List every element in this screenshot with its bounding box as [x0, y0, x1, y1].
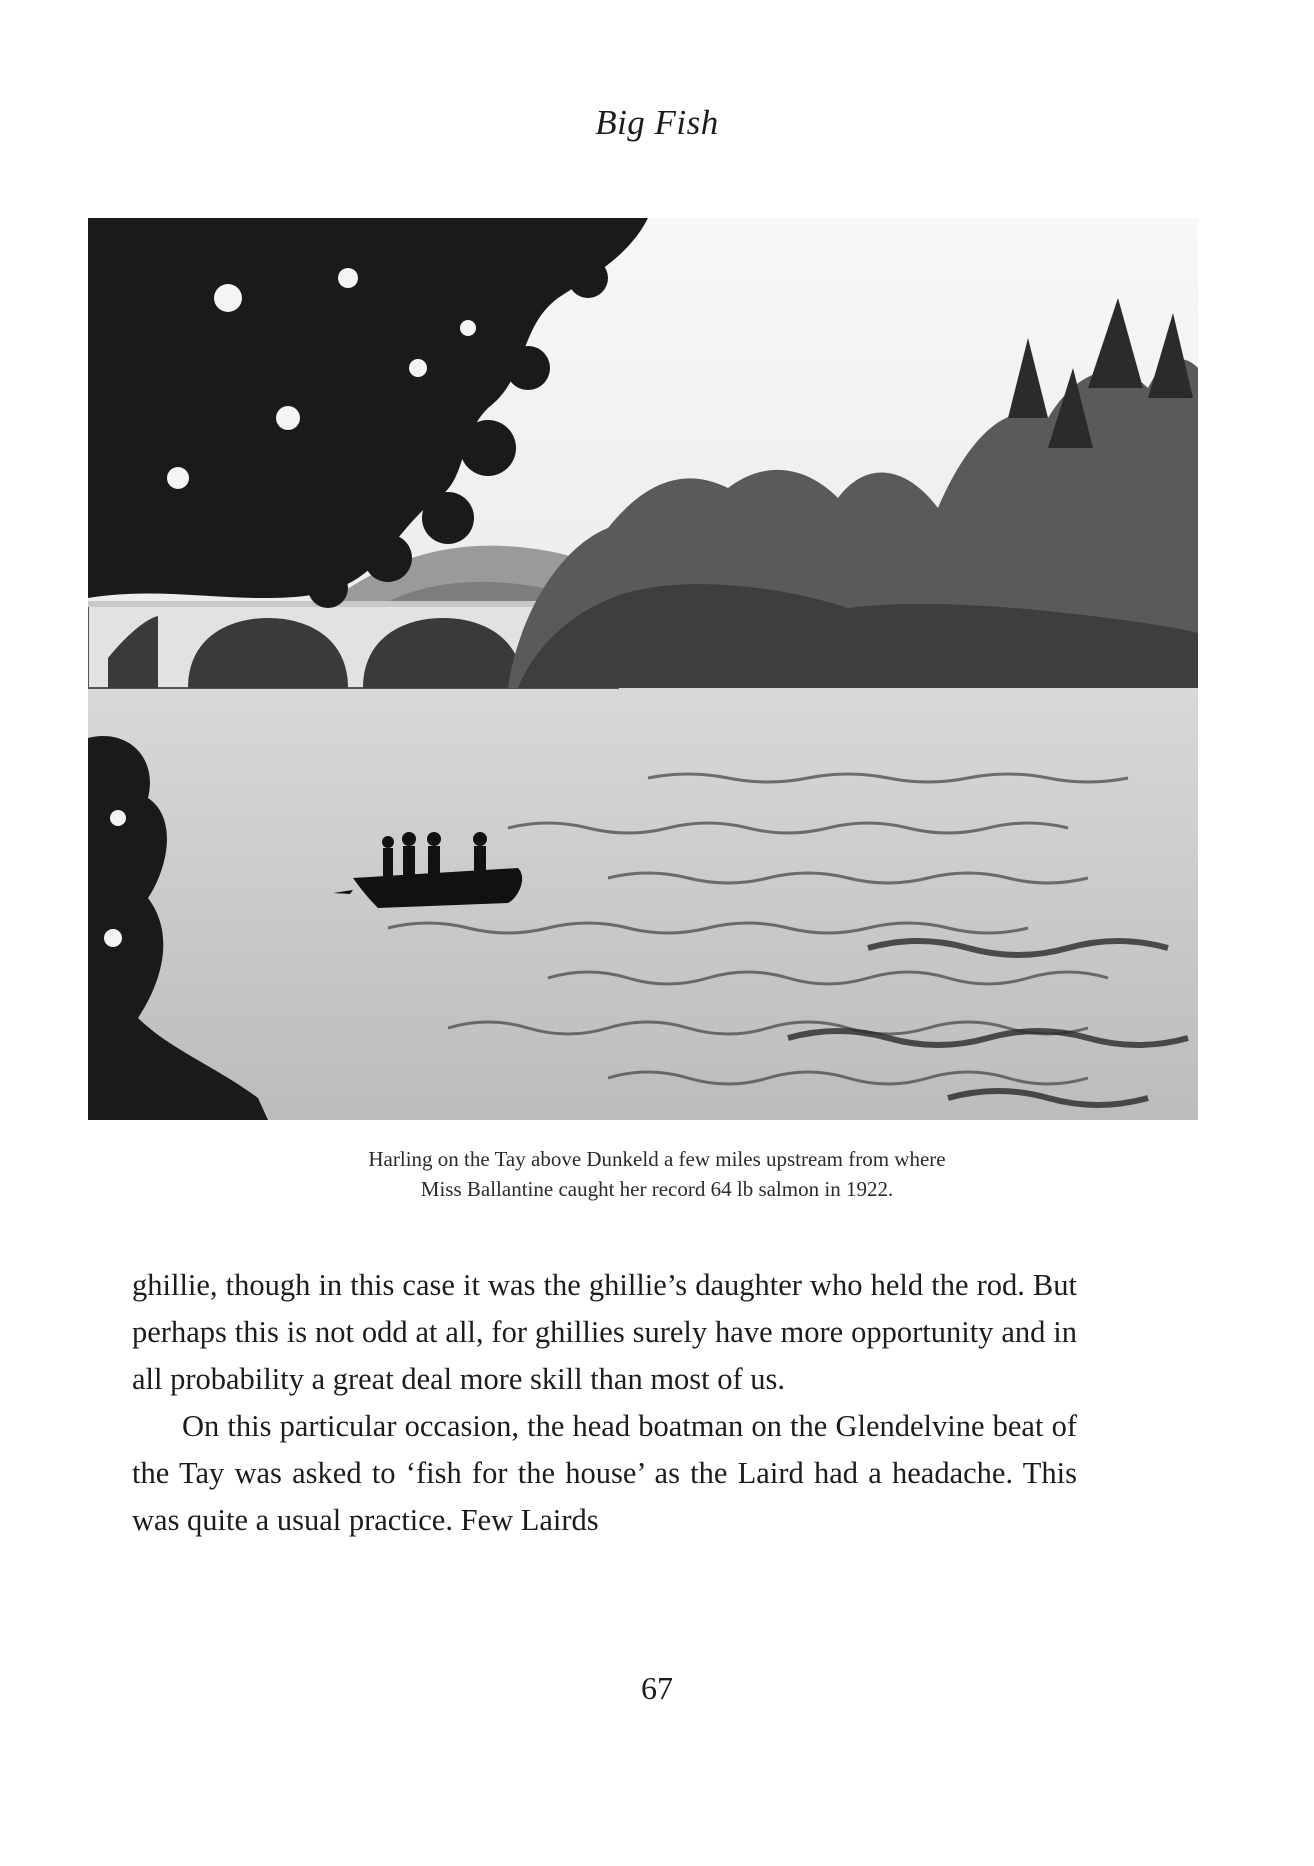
caption-line: Miss Ballantine caught her record 64 lb salmon in 1922.	[420, 1177, 894, 1201]
photo-river-tay-bridge	[88, 218, 1198, 1120]
paragraph: On this particular occasion, the head boatman on the Glendelvine beat of the Tay was asked to ‘fish for the house’ as the Laird had a headache. This was quite a usual practice. Few Lairds	[132, 1409, 1077, 1537]
body-text	[132, 1262, 1077, 1544]
photo-illustration	[88, 218, 1198, 1120]
page-number: 67	[641, 1670, 673, 1706]
running-head: Big Fish	[595, 103, 719, 142]
caption-line: Harling on the Tay above Dunkeld a few miles upstream from where	[368, 1147, 946, 1171]
figure-caption	[0, 1144, 1314, 1204]
paragraph: ghillie, though in this case it was the ghillie’s daughter who held the rod. But perhaps this is not odd at all, for ghillies surely have more opportunity and in all probability a great deal more skill than most of us.	[132, 1268, 1077, 1396]
